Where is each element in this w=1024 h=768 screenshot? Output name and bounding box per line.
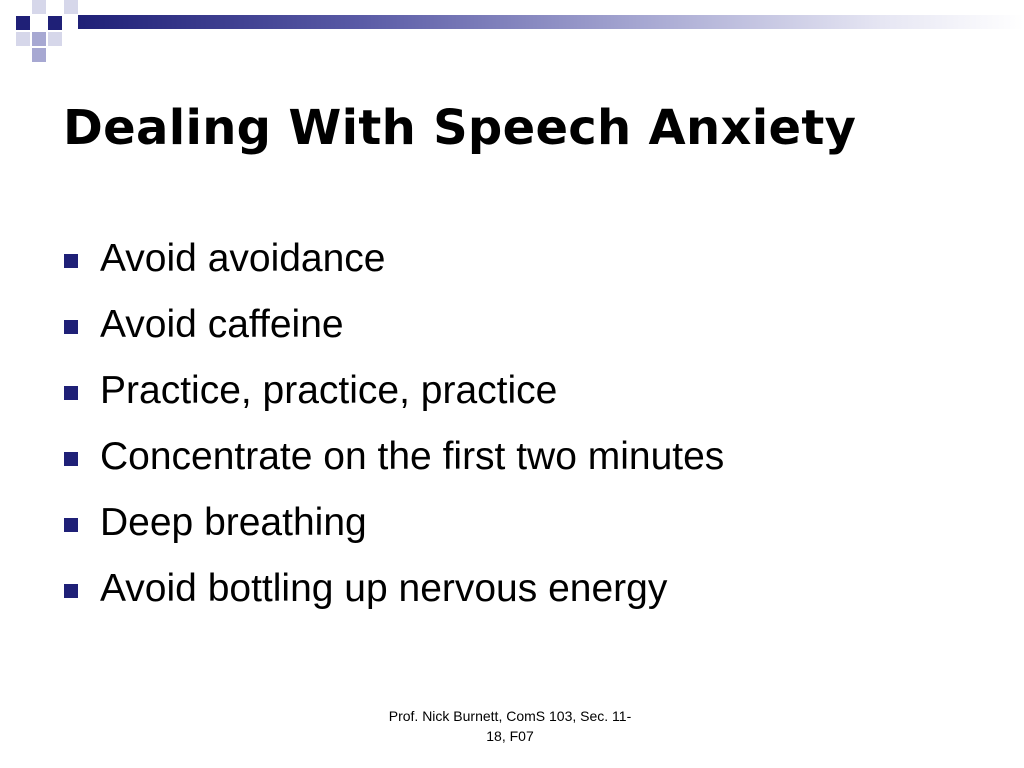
bullet-text: Deep breathing [100, 501, 367, 544]
bullet-text: Avoid bottling up nervous energy [100, 567, 668, 610]
bullet-item [64, 292, 724, 358]
bullet-text: Concentrate on the first two minutes [100, 435, 725, 478]
bullet-item [64, 226, 724, 292]
bullet-text: Practice, practice, practice [100, 369, 558, 412]
deco-square [48, 32, 62, 46]
footer-line: 18, F07 [486, 728, 534, 744]
deco-square [16, 32, 30, 46]
bullet-text: Avoid avoidance [100, 237, 386, 280]
bullet-list [64, 226, 724, 622]
square-bullet-icon [64, 584, 78, 598]
square-bullet-icon [64, 386, 78, 400]
bullet-item [64, 424, 724, 490]
deco-square [64, 0, 78, 14]
top-gradient-bar [78, 15, 1024, 29]
slide-title: Dealing With Speech Anxiety [63, 100, 857, 156]
square-bullet-icon [64, 320, 78, 334]
square-bullet-icon [64, 254, 78, 268]
bullet-item [64, 490, 724, 556]
deco-square [32, 32, 46, 46]
square-bullet-icon [64, 518, 78, 532]
bullet-item [64, 556, 724, 622]
bullet-item [64, 358, 724, 424]
square-bullet-icon [64, 452, 78, 466]
deco-square [16, 16, 30, 30]
corner-decoration [0, 0, 80, 64]
deco-square [48, 16, 62, 30]
deco-square [0, 0, 14, 14]
deco-square [32, 48, 46, 62]
slide-footer [352, 706, 668, 746]
bullet-text: Avoid caffeine [100, 303, 344, 346]
deco-square [32, 0, 46, 14]
footer-line: Prof. Nick Burnett, ComS 103, Sec. 11- [388, 708, 632, 724]
